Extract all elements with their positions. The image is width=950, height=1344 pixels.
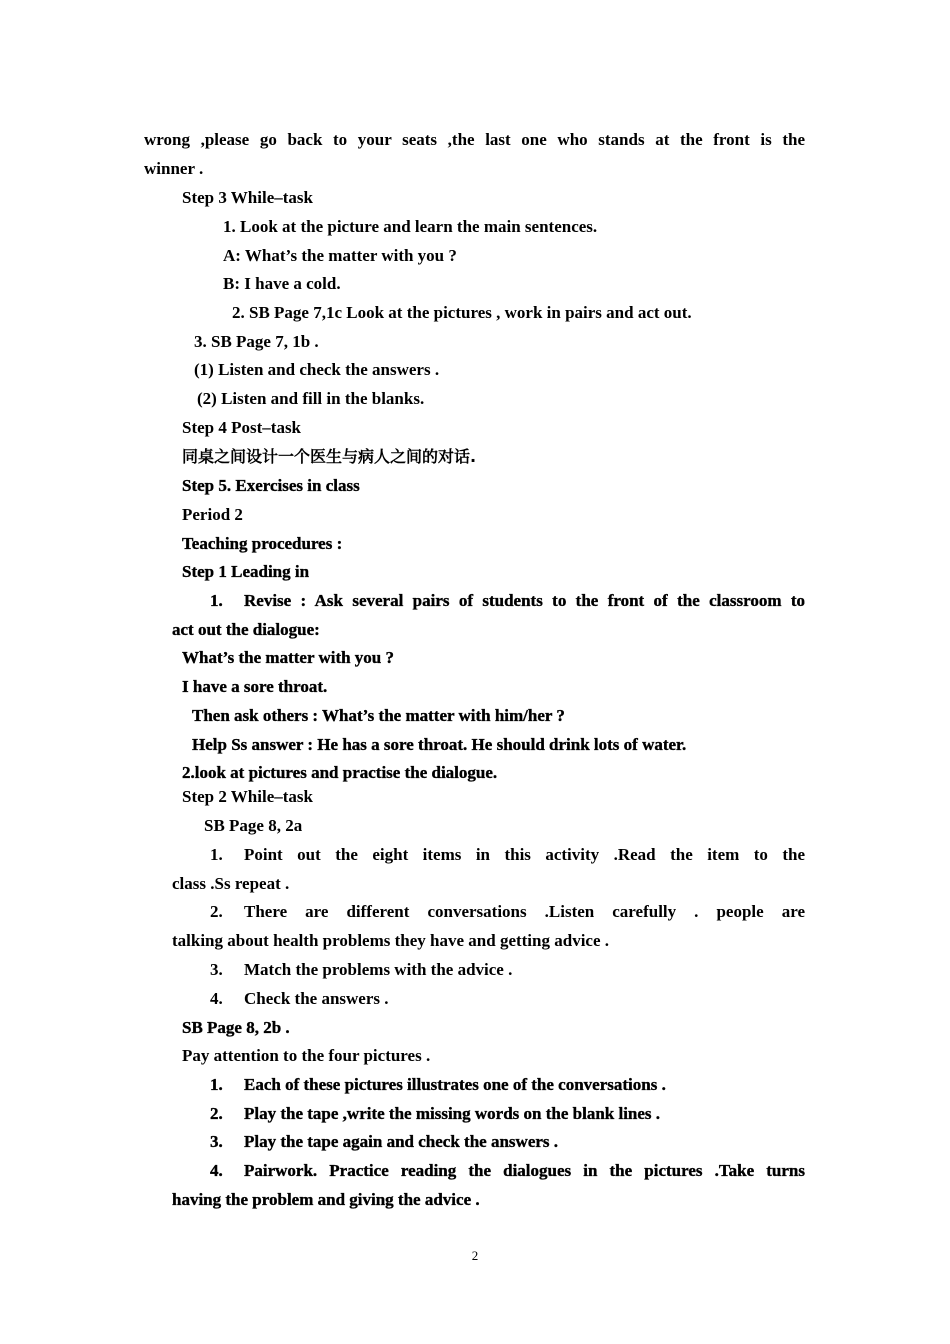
text-line: 3. SB Page 7, 1b .: [194, 332, 319, 351]
text-line: (1) Listen and check the answers .: [194, 360, 440, 379]
text-line: SB Page 8, 2a: [204, 816, 303, 835]
text-line: Play the tape again and check the answers .: [244, 1132, 559, 1151]
dialogue-line: A: What’s the matter with you ?: [223, 246, 457, 265]
list-number: 1.: [210, 1075, 223, 1094]
text-line: Match the problems with the advice .: [244, 960, 513, 979]
section-heading: Teaching procedures :: [182, 534, 343, 553]
text-line: winner .: [144, 159, 204, 178]
text-line: class .Ss repeat .: [172, 874, 290, 893]
step-heading: Step 2 While–task: [182, 787, 313, 806]
step-heading: Step 4 Post–task: [182, 418, 302, 437]
list-number: 2.: [210, 902, 223, 921]
dialogue-line: What’s the matter with you ?: [182, 648, 395, 667]
list-number: 1.: [210, 845, 223, 864]
list-number: 3.: [210, 1132, 223, 1151]
chinese-instruction: 同桌之间设计一个医生与病人之间的对话.: [182, 447, 477, 466]
list-number: 3.: [210, 960, 223, 979]
section-heading: SB Page 8, 2b .: [182, 1018, 290, 1037]
text-line: Help Ss answer : He has a sore throat. He should drink lots of water.: [192, 735, 687, 754]
text-line: (2) Listen and fill in the blanks.: [197, 389, 425, 408]
list-number: 4.: [210, 1161, 223, 1180]
text-line: 2. SB Page 7,1c Look at the pictures , work in pairs and act out.: [232, 303, 692, 322]
text-line: having the problem and giving the advice .: [172, 1190, 480, 1209]
list-number: 1.: [210, 591, 223, 610]
dialogue-line: I have a sore throat.: [182, 677, 328, 696]
text-line: talking about health problems they have and getting advice .: [172, 931, 610, 950]
text-line: Revise : Ask several pairs of students to the front of the classroom to: [244, 591, 805, 610]
page-number: 2: [471, 1248, 479, 1263]
text-line: Play the tape ,write the missing words on the blank lines .: [244, 1104, 661, 1123]
text-line: Each of these pictures illustrates one of the conversations .: [244, 1075, 666, 1094]
period-heading: Period 2: [182, 505, 243, 524]
text-line: Check the answers .: [244, 989, 389, 1008]
text-line: There are different conversations .Listen carefully . people are: [244, 902, 805, 921]
dialogue-line: B: I have a cold.: [223, 274, 341, 293]
text-line: wrong ,please go back to your seats ,the last one who stands at the front is the: [144, 130, 805, 149]
list-number: 2.: [210, 1104, 223, 1123]
step-heading: Step 3 While–task: [182, 188, 313, 207]
text-line: Pairwork. Practice reading the dialogues in the pictures .Take turns: [244, 1161, 805, 1180]
text-line: 1. Look at the picture and learn the main sentences.: [223, 217, 598, 236]
text-line: 2.look at pictures and practise the dialogue.: [182, 763, 498, 782]
text-line: Point out the eight items in this activity .Read the item to the: [244, 845, 805, 864]
step-heading: Step 5. Exercises in class: [182, 476, 360, 495]
text-line: Then ask others : What’s the matter with him/her ?: [192, 706, 565, 725]
step-heading: Step 1 Leading in: [182, 562, 310, 581]
text-line: act out the dialogue:: [172, 620, 320, 639]
text-line: Pay attention to the four pictures .: [182, 1046, 431, 1065]
list-number: 4.: [210, 989, 223, 1008]
